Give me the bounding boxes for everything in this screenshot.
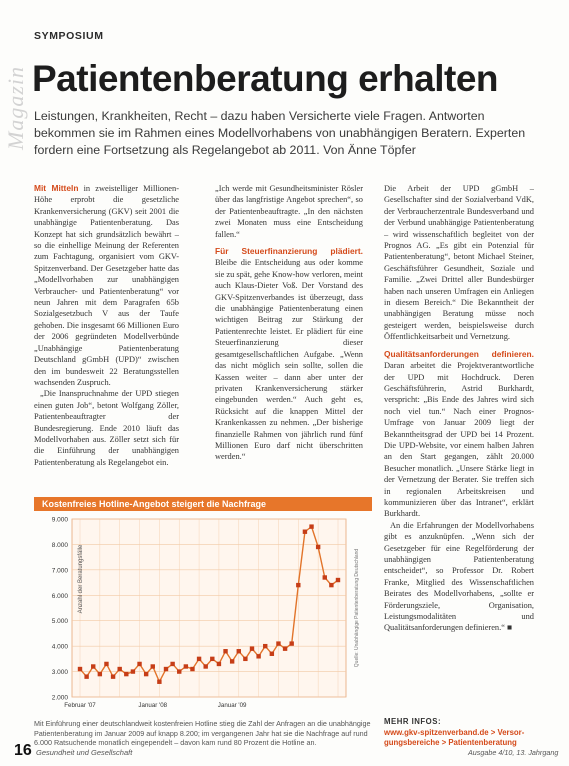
line-chart: [34, 511, 372, 716]
intro-highlight: Mit Mitteln: [34, 183, 79, 193]
paragraph: „Ich werde mit Gesundheitsminister Rösler über das langfristige Angebot sprechen“, so der Patientenbeauftragte. „In den nächsten zwei Monaten muss eine Entscheidung fallen.“: [215, 184, 363, 239]
y-axis-label: Anzahl der Beratungsfälle: [78, 544, 84, 614]
paragraph: Qualitätsanforderungen definieren. Daran arbeitet die Projektverantwortliche der UPD mit Hochdruck. Deren Geschäftsführerin, Astrid Burkhardt, verspricht: „Bis Ende des Jahres wird sich noch viel tun.“ Nach einer Prognos-Umfrage von Januar 2009 liegt der Bekanntheitsgrad der UPD bei 14 Prozent. Die UPD-Website, vor einem halben Jahren an den Start gegangen, zählt 20.000 Besucher monatlich. „Unsere Stärke liegt in der Vernetzung der Berater. Sie treffen sich in regionalen Arbeitskreisen und kommunizieren über das Intranet“, erklärt Burkhardt.: [384, 348, 534, 519]
data-point: [78, 667, 82, 671]
data-point: [303, 530, 307, 534]
y-tick-label: 3.000: [51, 669, 68, 677]
paragraph: Mit Mitteln in zweistelliger Millionen-Höhe erprobt die gesetzliche Krankenversicherung (GKV) seit 2001 die unabhängige Patientenberatung. Das Konzept hat sich grundsätzlich bewährt – so die einhellige Meinung der Referenten zum Fachtagung, organisiert vom GKV-Spitzenverband. Der Gesetzgeber hatte das „Modellvorhaben zur unabhängigen Verbraucher- und Patientenberatung“ vor neun Jahren mit dem Paragrafen 65b Sozialgesetzbuch V aus der Taufe gehoben. Die insgesamt 66 Millionen Euro der 2006 gegründeten Modellverbünde „Unabhängige Patientenberatung Deutschland gGmbH (UPD)“ zwischen den im bundesweit 22 Beratungsstellen wachsenden Zuspruch.: [34, 183, 179, 387]
data-point: [276, 641, 280, 645]
y-tick-label: 9.000: [51, 516, 68, 524]
subhead: Für Steuerfinanzierung plädiert.: [215, 246, 363, 257]
chart-area: [34, 511, 372, 716]
source-label: Quelle: Unabhängige Patientenberatung Deutschland: [354, 548, 360, 668]
paragraph: Die Arbeit der UPD gGmbH – Gesellschafter sind der Sozialverband VdK, der Verbraucherzentrale Bundesverband und der Verbund unabhängige Patientenberatung – wird wissenschaftlich begleitet von der Prognos AG. „Es gibt ein Potenzial für Patientenberatung“, betont Michael Steiner, Geschäftsführer Gesundheit, Soziale und Familie. „Zwei Drittel aller Bundesbürger haben nach unseren Umfragen ein Anliegen in diesem Bereich.“ Die Bekanntheit der unabhängigen Beratung müsse noch gesteigert werden, beispielsweise durch Öffentlichkeitsarbeit und Vernetzung.: [384, 184, 534, 342]
data-point: [230, 659, 234, 663]
data-point: [316, 545, 320, 549]
y-tick-label: 6.000: [51, 592, 68, 600]
data-point: [131, 669, 135, 673]
data-point: [84, 674, 88, 678]
data-point: [157, 680, 161, 684]
chart-caption: Mit Einführung einer deutschlandweit kostenfreien Hotline stieg die Zahl der Anfragen an die unabhängige Patientenberatung im Januar 2009 auf knapp 8.200; im vergangenen Jahr hat sie die Nachfrage auf rund 6.000 Ratsuchende monatlich eingependelt – davon kam rund 80 Prozent die Hotline an.: [34, 719, 371, 748]
data-point: [237, 649, 241, 653]
data-point: [111, 674, 115, 678]
data-point: [164, 667, 168, 671]
data-point: [250, 646, 254, 650]
data-point: [184, 664, 188, 668]
end-mark: ■: [507, 623, 513, 633]
data-point: [323, 575, 327, 579]
data-point: [197, 657, 201, 661]
y-tick-label: 5.000: [51, 618, 68, 626]
subhead: Qualitätsanforderungen definieren.: [384, 348, 534, 359]
data-point: [243, 657, 247, 661]
article-headline: Patientenberatung erhalten: [32, 58, 499, 99]
data-point: [91, 664, 95, 668]
footer-issue: Ausgabe 4/10, 13. Jahrgang: [468, 748, 559, 757]
y-tick-label: 4.000: [51, 643, 68, 651]
article-lead: Leistungen, Krankheiten, Recht – dazu haben Versicherte viele Fragen. Antworten bekommen sie im Rahmen eines Modellvorhabens von unabhängigen Beratern. Experten fordern eine Fortsetzung als Regelangebot ab 2011. Von Änne Töpfer: [34, 109, 526, 157]
data-point: [104, 662, 108, 666]
chart-box: [34, 497, 372, 766]
data-point: [137, 662, 141, 666]
data-point: [98, 672, 102, 676]
data-point: [117, 667, 121, 671]
data-point: [309, 524, 313, 528]
y-tick-label: 2.000: [51, 694, 68, 702]
data-point: [329, 583, 333, 587]
text-column-3: [384, 183, 534, 735]
page-number: 16: [14, 742, 32, 759]
x-tick-label: Januar '08: [138, 702, 168, 709]
x-tick-label: Januar '09: [217, 702, 247, 709]
data-point: [289, 641, 293, 645]
info-title: MEHR INFOS:: [384, 717, 442, 726]
text-column-2: [215, 183, 363, 483]
paragraph: „Die Inanspruchnahme der UPD stiegen einen guten Job“, betont Wolfgang Zöller, Patientenbeauftragter der Bundesregierung. Ende 2010 läuft das Modellvorhaben aus. Zöller setzt sich für die Einführung der unabhängigen Patientenberatung als Regelangebot ein.: [34, 389, 179, 467]
y-tick-label: 7.000: [51, 567, 68, 575]
data-point: [203, 664, 207, 668]
paragraph: An die Erfahrungen der Modellvorhabens gibt es anzuknüpfen. „Wenn sich der Gesetzgeber für eine Regelförderung der unabhängigen Patientenberatung entscheidet“, so Professor Dr. Robert Franke, Mitglied des Wissenschaftlichen Beirates des Modellvorhabens, „sollte er Förderungsziele, Organisation, Leistungsmodalitäten und Qualitätsanforderungen definieren.“ ■: [384, 520, 534, 633]
data-point: [256, 654, 260, 658]
footer-section: Gesundheit und Gesellschaft: [36, 748, 133, 757]
data-point: [210, 657, 214, 661]
info-link[interactable]: www.gkv-spitzenverband.de > Versor- gungsbereiche > Patientenberatung: [384, 727, 525, 747]
data-point: [190, 667, 194, 671]
data-point: [124, 672, 128, 676]
data-point: [336, 578, 340, 582]
data-point: [270, 652, 274, 656]
plot-background: [72, 519, 346, 697]
y-tick-label: 8.000: [51, 541, 68, 549]
paragraph: Für Steuerfinanzierung plädiert. Bleibe die Entscheidung aus oder komme sie zu spät, gehe Know-how verloren, meint auch Klaus-Dieter Voß. Der Vorstand des GKV-Spitzenverbandes ist überzeugt, dass die unabhängige Patientenberatung einen wichtigen Beitrag zur Stärkung der Patientenrechte leistet. Er plädiert für eine Steuerfinanzierung dieser gesamtgesellschaftlichen Aufgabe. „Wenn das nicht möglich sein sollte, sollen die Kassen weiter – dann aber unter der privaten Krankenversicherung stärker eingebunden werden.“ Auch geht es, Rücksicht auf die knappen Mittel der Krankenkassen zu nehmen. „Der bisherige finanzielle Rahmen von jährlich rund fünf Millionen Euro darf nicht überschritten werden.“: [215, 246, 363, 462]
data-point: [296, 583, 300, 587]
chart-title: Kostenfreies Hotline-Angebot steigert die Nachfrage: [34, 497, 372, 511]
data-point: [283, 646, 287, 650]
data-point: [144, 672, 148, 676]
data-point: [217, 662, 221, 666]
data-point: [263, 644, 267, 648]
data-point: [223, 649, 227, 653]
x-tick-label: Februar '07: [64, 702, 96, 709]
data-point: [170, 662, 174, 666]
text-column-1: [34, 183, 179, 483]
section-label: SYMPOSIUM: [34, 30, 104, 42]
data-point: [177, 669, 181, 673]
magazine-section-watermark: Magazin: [3, 66, 28, 150]
data-point: [151, 664, 155, 668]
